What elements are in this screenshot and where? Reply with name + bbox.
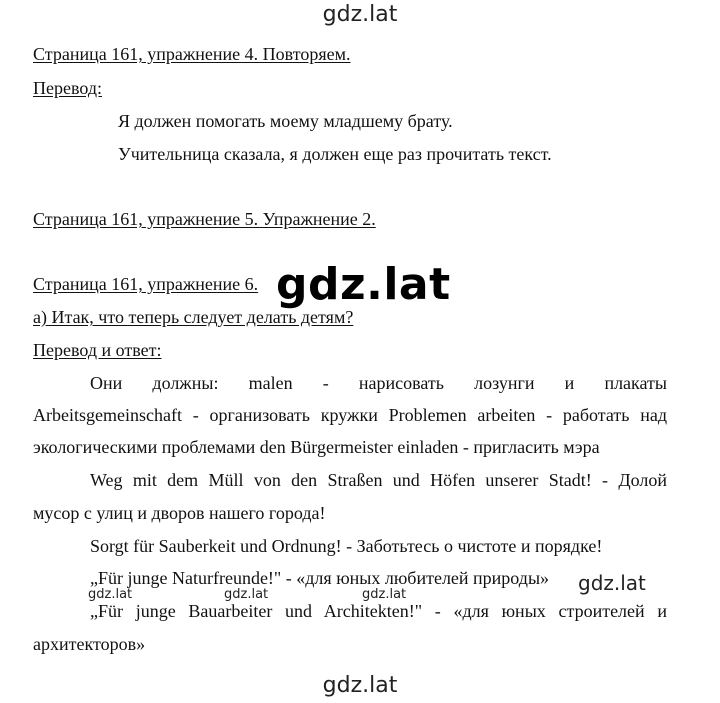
answer-paragraph-5-line-2: архитекторов» bbox=[33, 634, 146, 654]
answer-paragraph-4: „Für junge Naturfreunde!" - «для юных любителей природы» bbox=[90, 568, 550, 588]
watermark-right: gdz.lat bbox=[578, 571, 646, 595]
word: лозунги bbox=[474, 373, 535, 393]
answer-paragraph-2-line-1: Weg mit dem Müll von den Straßen und Höfen unserer Stadt! - Долой bbox=[90, 470, 667, 490]
section3-label: Перевод и ответ: bbox=[33, 340, 162, 360]
word: - bbox=[322, 373, 329, 393]
word: нарисовать bbox=[358, 373, 444, 393]
answer-paragraph-3: Sorgt für Sauberkeit und Ordnung! - Заботьтесь о чистоте и порядке! bbox=[90, 536, 603, 556]
section1-line-2: Учительница сказала, я должен еще раз прочитать текст. bbox=[118, 144, 552, 164]
section1-label: Перевод: bbox=[33, 78, 102, 98]
watermark-small-2: gdz.lat bbox=[224, 587, 269, 602]
word: malen bbox=[248, 373, 293, 393]
word: плакаты bbox=[604, 373, 667, 393]
section3-question: а) Итак, что теперь следует делать детям? bbox=[33, 307, 354, 327]
answer-paragraph-1-line-2: Arbeitsgemeinschaft - организовать кружки Problemen arbeiten - работать над bbox=[33, 405, 667, 425]
answer-paragraph-2-line-2: мусор с улиц и дворов нашего города! bbox=[33, 503, 326, 523]
word: и bbox=[564, 373, 575, 393]
section2-heading: Страница 161, упражнение 5. Упражнение 2. bbox=[33, 209, 376, 229]
watermark-center: gdz.lat bbox=[276, 259, 451, 310]
section1-line-1: Я должен помогать моему младшему брату. bbox=[118, 111, 453, 131]
watermark-small-3: gdz.lat bbox=[362, 587, 407, 602]
watermark-bottom: gdz.lat bbox=[322, 673, 398, 698]
section1-heading: Страница 161, упражнение 4. Повторяем. bbox=[33, 44, 351, 64]
answer-paragraph-5-line-1: „Für junge Bauarbeiter und Architekten!" - «для юных строителей и bbox=[90, 601, 667, 621]
answer-paragraph-1-line-1 bbox=[90, 372, 667, 394]
word: должны: bbox=[152, 373, 219, 393]
watermark-top: gdz.lat bbox=[322, 2, 398, 27]
answer-paragraph-1-line-3: экологическими проблемами den Bürgermeister einladen - пригласить мэра bbox=[33, 437, 600, 457]
section3-heading: Страница 161, упражнение 6. bbox=[33, 274, 259, 294]
word: Они bbox=[90, 373, 123, 393]
watermark-small-1: gdz.lat bbox=[88, 587, 133, 602]
